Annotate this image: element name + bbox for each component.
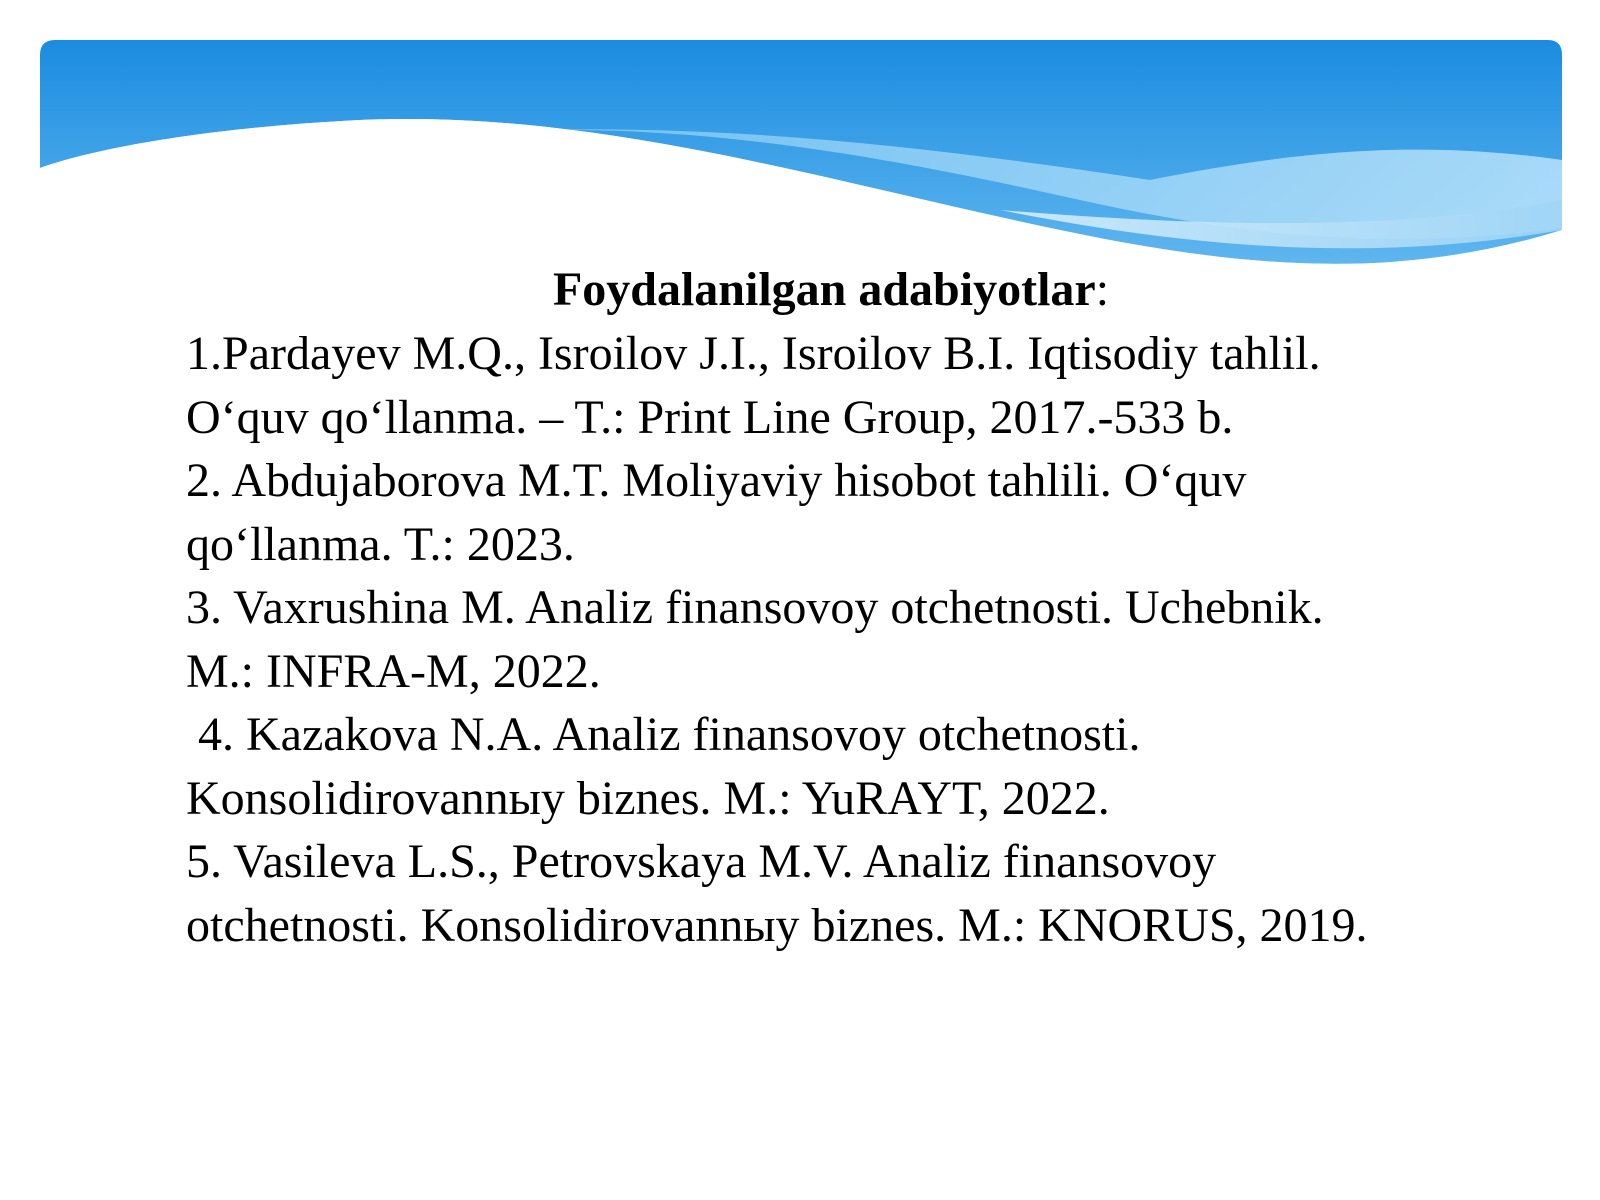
- references-content: [186, 258, 1516, 957]
- header-wave-decoration: [0, 0, 1600, 300]
- reference-line: 4. Kazakova N.A. Analiz finansovoy otchetnosti.: [186, 708, 1141, 761]
- reference-item-5: [186, 830, 1516, 957]
- reference-item-2: [186, 449, 1516, 576]
- heading-title: Foydalanilgan adabiyotlar: [552, 263, 1096, 316]
- reference-line: 5. Vasileva L.S., Petrovskaya M.V. Analiz finansovoy: [186, 835, 1217, 888]
- reference-item-4: [186, 703, 1516, 830]
- reference-line: qo‘llanma. T.: 2023.: [186, 517, 575, 571]
- reference-line: M.: INFRA-M, 2022.: [186, 644, 601, 698]
- references-heading: [186, 258, 1476, 322]
- reference-line: otchetnosti. Konsolidirovannыy biznes. M.: KNORUS, 2019.: [186, 898, 1368, 952]
- reference-line: Konsolidirovannыy biznes. M.: YuRAYT, 2022.: [186, 771, 1110, 825]
- reference-line: 2. Abdujaborova M.T. Moliyaviy hisobot tahlili. O‘quv: [186, 454, 1247, 507]
- reference-line: 3. Vaxrushina M. Analiz finansovoy otchetnosti. Uchebnik.: [186, 581, 1324, 634]
- reference-item-3: [186, 576, 1516, 703]
- reference-item-1: [186, 322, 1516, 449]
- reference-line: 1.Pardayev M.Q., Isroilov J.I., Isroilov B.I. Iqtisodiy tahlil.: [186, 327, 1321, 380]
- reference-line: O‘quv qo‘llanma. – T.: Print Line Group, 2017.-533 b.: [186, 390, 1234, 444]
- heading-colon: :: [1095, 263, 1110, 316]
